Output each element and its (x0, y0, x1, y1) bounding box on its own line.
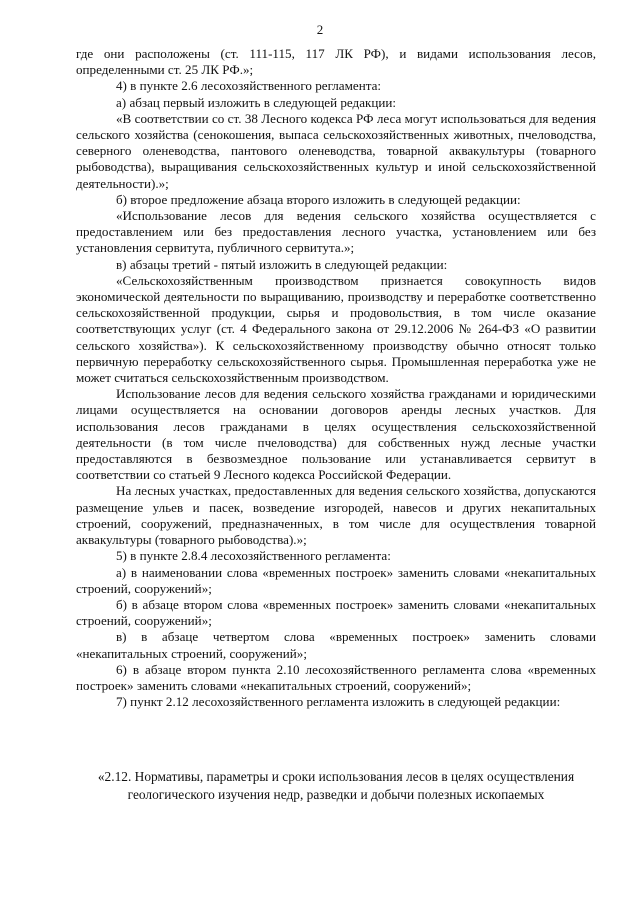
paragraph: На лесных участках, предоставленных для ведения сельского хозяйства, допускаются размещение ульев и пасек, возведение изгородей, навесов и других некапитальных строений, сооружений, предназначенных, в том числе для осуществления товарной аквакультуры (товарного рыбоводства).»; (76, 483, 596, 548)
document-body (76, 46, 596, 710)
paragraph: 4) в пункте 2.6 лесохозяйственного регламента: (116, 78, 382, 94)
paragraph: «В соответствии со ст. 38 Лесного кодекса РФ леса могут использоваться для ведения сельского хозяйства (сенокошения, выпаса сельскохозяйственных животных, пчеловодства, северного оленеводства, пантового оленеводства, товарной аквакультуры (товарного рыбоводства), выращивания сельскохозяйственных культур и иной сельскохозяйственной деятельности).»; (76, 110, 596, 191)
paragraph: в) в абзаце четвертом слова «временных построек» заменить словами «некапитальных строений, сооружений»; (76, 629, 596, 661)
paragraph: б) в абзаце втором слова «временных построек» заменить словами «некапитальных строений, сооружений»; (76, 596, 596, 629)
paragraph: б) второе предложение абзаца второго изложить в следующей редакции: (116, 191, 521, 207)
paragraph: 6) в абзаце втором пункта 2.10 лесохозяйственного регламента слова «временных построек» заменить словами «некапитальных строений, сооружений»; (76, 661, 596, 693)
paragraph: а) в наименовании слова «временных построек» заменить словами «некапитальных строений, сооружений»; (76, 564, 596, 596)
paragraph: «Использование лесов для ведения сельского хозяйства осуществляется с предоставлением или без предоставления лесного участка, установлением или без установления сервитута, публичного сервитута.»; (76, 208, 596, 256)
section-heading: «2.12. Нормативы, параметры и сроки использования лесов в целях осуществления геологического изучения недр, разведки и добычи полезных ископаемых (97, 769, 575, 802)
page-number: 2 (316, 22, 324, 37)
paragraph: в) абзацы третий - пятый изложить в следующей редакции: (116, 256, 448, 272)
paragraph: Использование лесов для ведения сельского хозяйства гражданами и юридическими лицами осуществляется на основании договоров аренды лесных участков. Для использования лесов гражданами в целях осуществления сельскохозяйственной деятельности (в том числе пчеловодства) для собственных нужд лесные участки предоставляются в безвозмездное пользование или устанавливается сервитут в соответствии со статьей 9 Лесного кодекса Российской Федерации. (76, 386, 596, 483)
paragraph: где они расположены (ст. 111-115, 117 ЛК РФ), и видами использования лесов, определенными ст. 25 ЛК РФ.»; (76, 46, 596, 78)
paragraph: а) абзац первый изложить в следующей редакции: (116, 94, 397, 110)
paragraph: 5) в пункте 2.8.4 лесохозяйственного регламента: (116, 548, 391, 564)
paragraph: 7) пункт 2.12 лесохозяйственного регламента изложить в следующей редакции: (116, 694, 561, 710)
paragraph: «Сельскохозяйственным производством признается совокупность видов экономической деятельности по выращиванию, производству и переработке соответственно сельскохозяйственной продукции, сырья и продовольствия, в том числе оказание соответствующих услуг (ст. 4 Федерального закона от 29.12.2006 № 264-ФЗ «О развитии сельского хозяйства»). К сельскохозяйственному производству обычно относят только первичную переработку сельскохозяйственного сырья. Промышленная переработка уже не может считаться сельскохозяйственным производством. (76, 272, 596, 386)
